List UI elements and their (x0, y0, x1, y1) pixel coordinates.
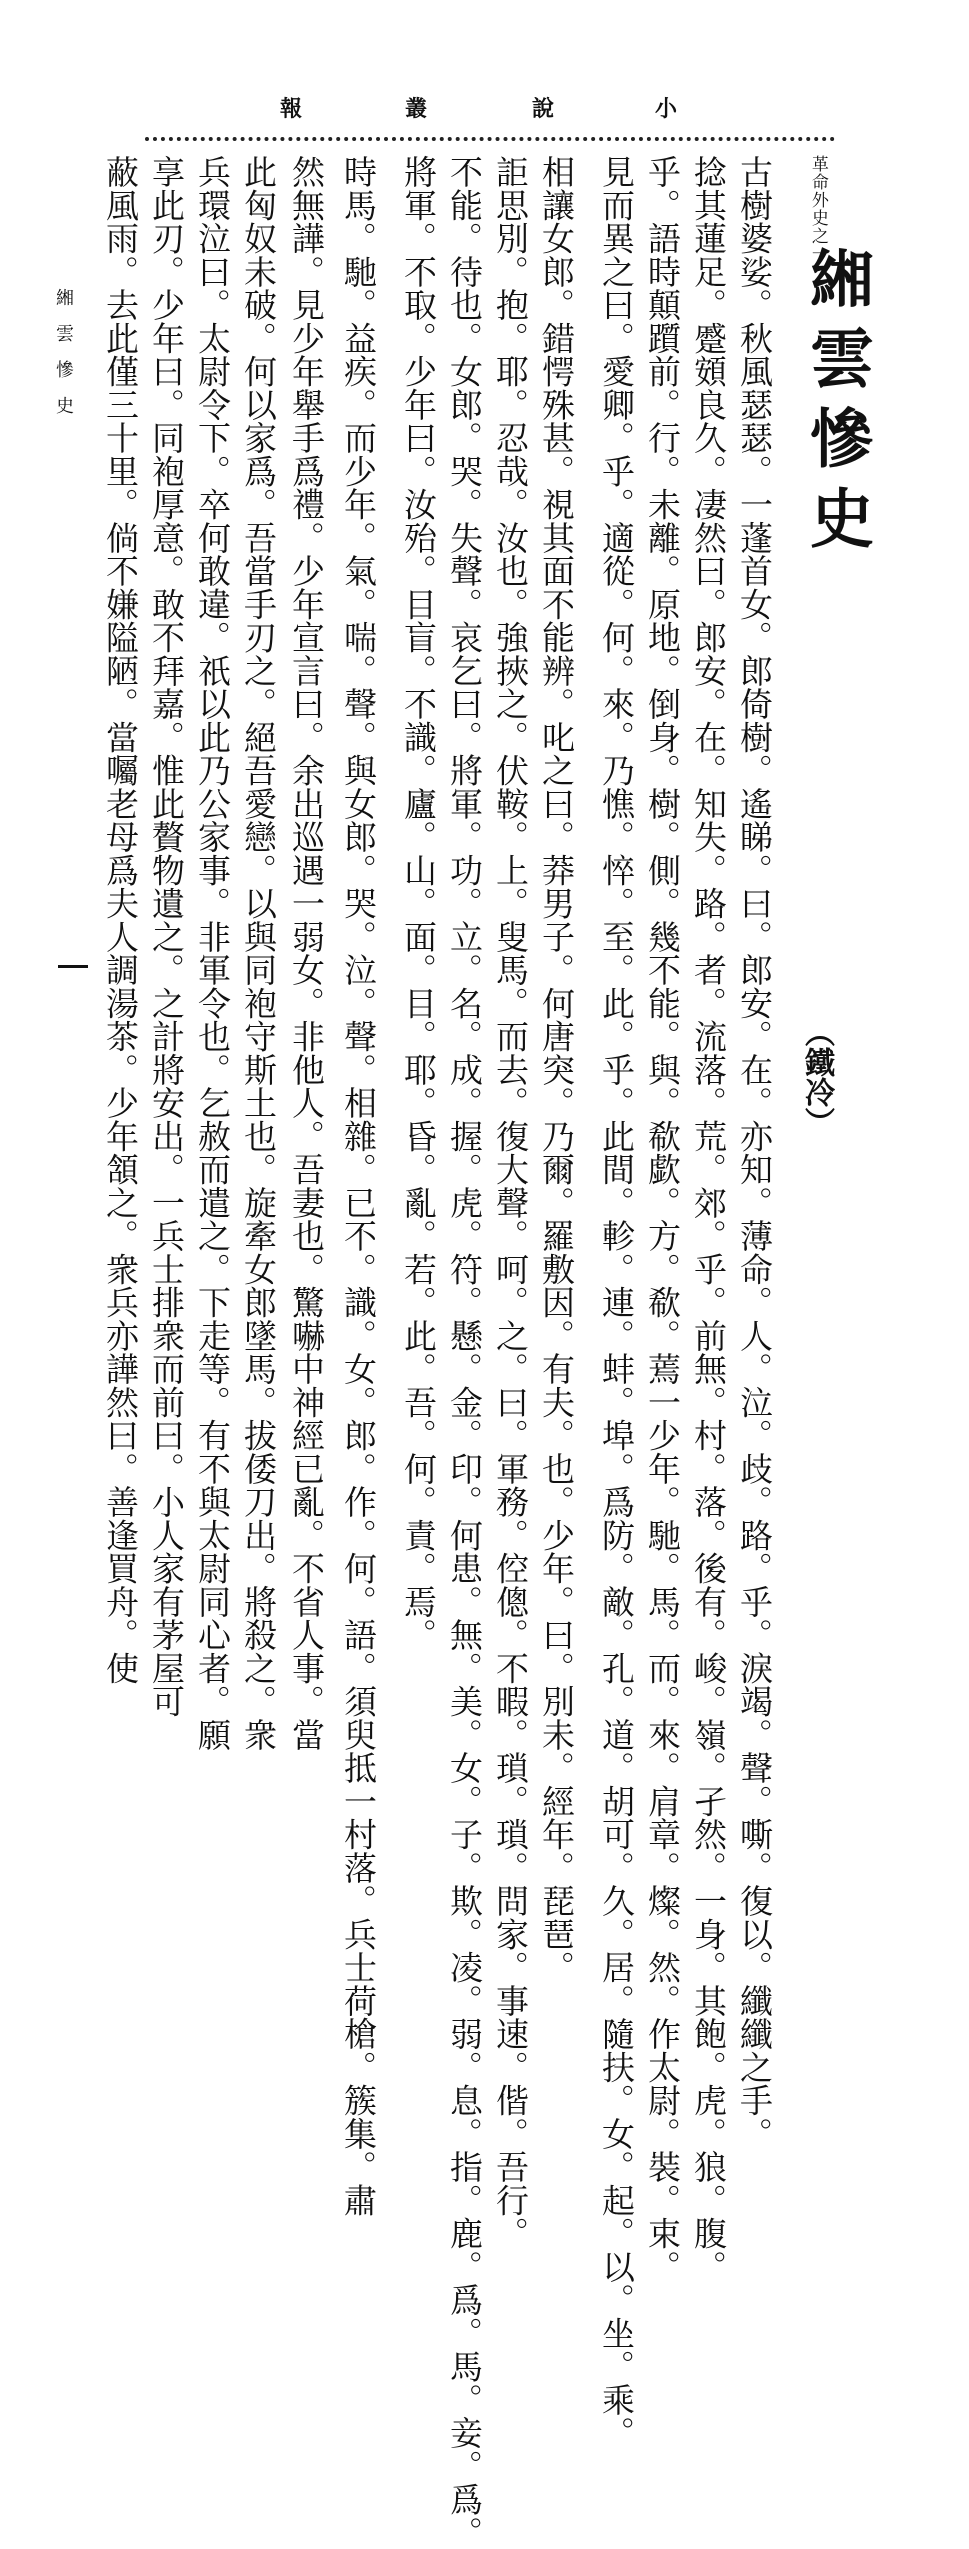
story-title: 緗雲慘史 (799, 245, 874, 565)
margin-title: 緗雲慘史 (53, 288, 74, 432)
text-column: 不能。待也。女郎。哭。失聲。哀乞曰。將軍。功。立。名。成。握。虎。符。懸。金。印。何患。無。美。女。子。欺。凌。弱。息。指。鹿。爲。馬。妾。爲。 (445, 155, 484, 2549)
series-label: 革命外史之一 (807, 155, 828, 263)
text-column: 兵環泣曰。太尉令下。卒何敢違。祇以此乃公家事。非軍令也。乞赦而遣之。下走等。有不與太尉同心者。願 (193, 155, 232, 1751)
story-author: （鐵冷） (799, 1017, 834, 1137)
header-char: 報 (280, 96, 303, 122)
text-column: 然無譁。見少年舉手爲禮。少年宣言曰。余出巡遇一弱女。非他人。吾妻也。驚嚇中神經已亂。不省人事。當 (287, 155, 326, 1751)
text-column: 古樹婆娑。秋風瑟瑟。一蓬首女。郎倚樹。遙睇。曰。郎安。在。亦知。薄命。人。泣。歧。路。乎。淚竭。聲。嘶。復以。纖纖之手。 (735, 155, 774, 2150)
header-divider (145, 137, 835, 141)
header-char: 說 (532, 96, 555, 122)
text-column: 享此刃。少年曰。同袍厚意。敢不拜嘉。惟此贅物遺之。之計將安出。一兵士排衆而前曰。小人家有茅屋可 (147, 155, 186, 1718)
text-column: 相讓女郎。錯愕殊甚。視其面不能辨。叱之曰。莽男子。何唐突。乃爾。羅敷因。有夫。也。少年。曰。別未。經年。琵琶。 (537, 155, 576, 1984)
text-column: 詎思別。抱。耶。忍哉。汝也。強挾之。伏鞍。上。叟馬。而去。復大聲。呵。之。曰。軍務。倥傯。不暇。瑣。瑣。問家。事速。偕。吾行。 (491, 155, 530, 2250)
text-column: 將軍。不取。少年曰。汝殆。目盲。不識。廬。山。面。目。耶。昏。亂。若。此。吾。何。責。焉。 (399, 155, 438, 1652)
text-column: 蔽風雨。去此僅三十里。倘不嫌隘陋。當囑老母爲夫人調湯茶。少年頷之。衆兵亦譁然曰。善逢買舟。使 (101, 155, 140, 1685)
text-body (100, 155, 874, 2549)
text-column: 乎。語時顛躓前。行。未離。原地。倒身。樹。側。幾不能。與。欷歔。方。欷。蔫一少年。馳。馬。而。來。肩章。燦。然。作太尉。裝。束。 (643, 155, 682, 2283)
page-number-mark (58, 965, 88, 968)
text-column: 見而異之曰。愛卿。乎。適從。何。來。乃憔。悴。至。此。乎。此間。軫。連。蚌。埠。爲防。敵。孔。道。胡可。久。居。隨扶。女。起。以。坐。乘。 (597, 155, 636, 2450)
header-char: 叢 (405, 96, 428, 122)
text-column: 時馬。馳。益疾。而少年。氣。喘。聲。與女郎。哭。泣。聲。相雜。已不。識。女。郎。作。何。語。須臾抵一村落。兵士荷槍。簇集。肅 (339, 155, 378, 2217)
header-char: 小 (655, 96, 678, 122)
text-column: 此匈奴未破。何以家爲。吾當手刃之。絕吾愛戀。以與同袍守斯土也。旋牽女郎墜馬。拔倭刀出。將殺之。衆 (239, 155, 278, 1751)
text-column: 捻其蓮足。蹙頞良久。凄然曰。郎安。在。知失。路。者。流落。荒。郊。乎。前無。村。落。後有。峻。嶺。孑然。一身。其飽。虎。狼。腹。 (689, 155, 728, 2283)
page-header (0, 92, 969, 128)
